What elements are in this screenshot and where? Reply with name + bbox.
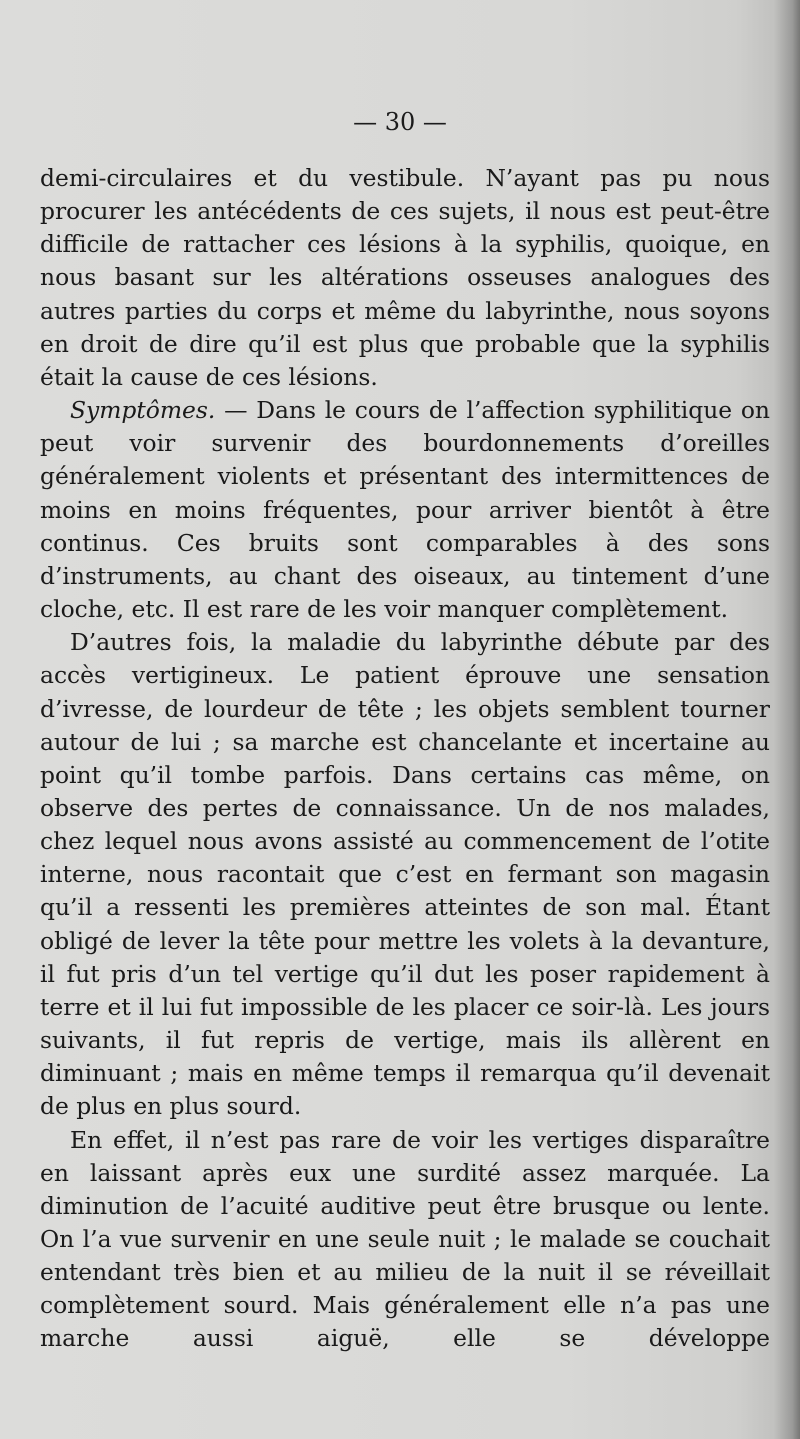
paragraph-1 xyxy=(40,162,770,394)
paragraph-2 xyxy=(40,394,770,626)
paragraph-4-text: En effet, il n’est pas rare de voir les vertiges disparaître en laissant après eux une surdité assez marquée. La diminution de l’acuité auditive peut être brusque ou lente. On l’a vue survenir en une seule nuit ; le malade se couchait entendant très bien et au milieu de la nuit il se réveillait complètement sourd. Mais généralement elle n’a pas une marche aussi aiguë, elle se développe xyxy=(40,1125,770,1353)
page-edge-shadow xyxy=(774,0,800,1439)
paragraph-3 xyxy=(40,626,770,1123)
paragraph-3-text: D’autres fois, la maladie du labyrinthe débute par des accès vertigineux. Le patient éprouve une sensation d’ivresse, de lourdeur de tête ; les objets semblent tourner autour de lui ; sa marche est chancelante et incertaine au point qu’il tombe parfois. Dans certains cas même, on observe des pertes de connaissance. Un de nos malades, chez lequel nous avons assisté au commencement de l’otite interne, nous racontait que c’est en fermant son magasin qu’il a ressenti les premières atteintes de son mal. Étant obligé de lever la tête pour mettre les volets à la devanture, il fut pris d’un tel vertige qu’il dut les poser rapidement à terre et il lui fut impossible de les placer ce soir-là. Les jours suivants, il fut repris de vertige, mais ils allèrent en diminuant ; mais en même temps il remarqua qu’il devenait de plus en plus sourd. xyxy=(40,628,770,1121)
paragraph-1-text: demi-circulaires et du vestibule. N’ayant pas pu nous procurer les antécédents de ces sujets, il nous est peut-être difficile de rattacher ces lésions à la syphilis, quoique, en nous basant sur les altérations osseuses analogues des autres parties du corps et même du labyrinthe, nous soyons en droit de dire qu’il est plus que probable que la syphilis était la cause de ces lésions. xyxy=(40,164,770,391)
paragraph-2-text: — Dans le cours de l’affection syphilitique on peut voir survenir des bourdonnements d’oreilles généralement violents et présentant des intermittences de moins en moins fréquentes, pour arriver bientôt à être continus. Ces bruits sont comparables à des sons d’instruments, au chant des oiseaux, au tintement d’une cloche, etc. Il est rare de les voir manquer complètement. xyxy=(40,396,770,624)
paragraph-4 xyxy=(40,1124,770,1356)
body-text xyxy=(40,162,770,1356)
page-number: — 30 — xyxy=(353,108,447,136)
section-heading-symptomes: Symptômes. xyxy=(70,396,216,425)
